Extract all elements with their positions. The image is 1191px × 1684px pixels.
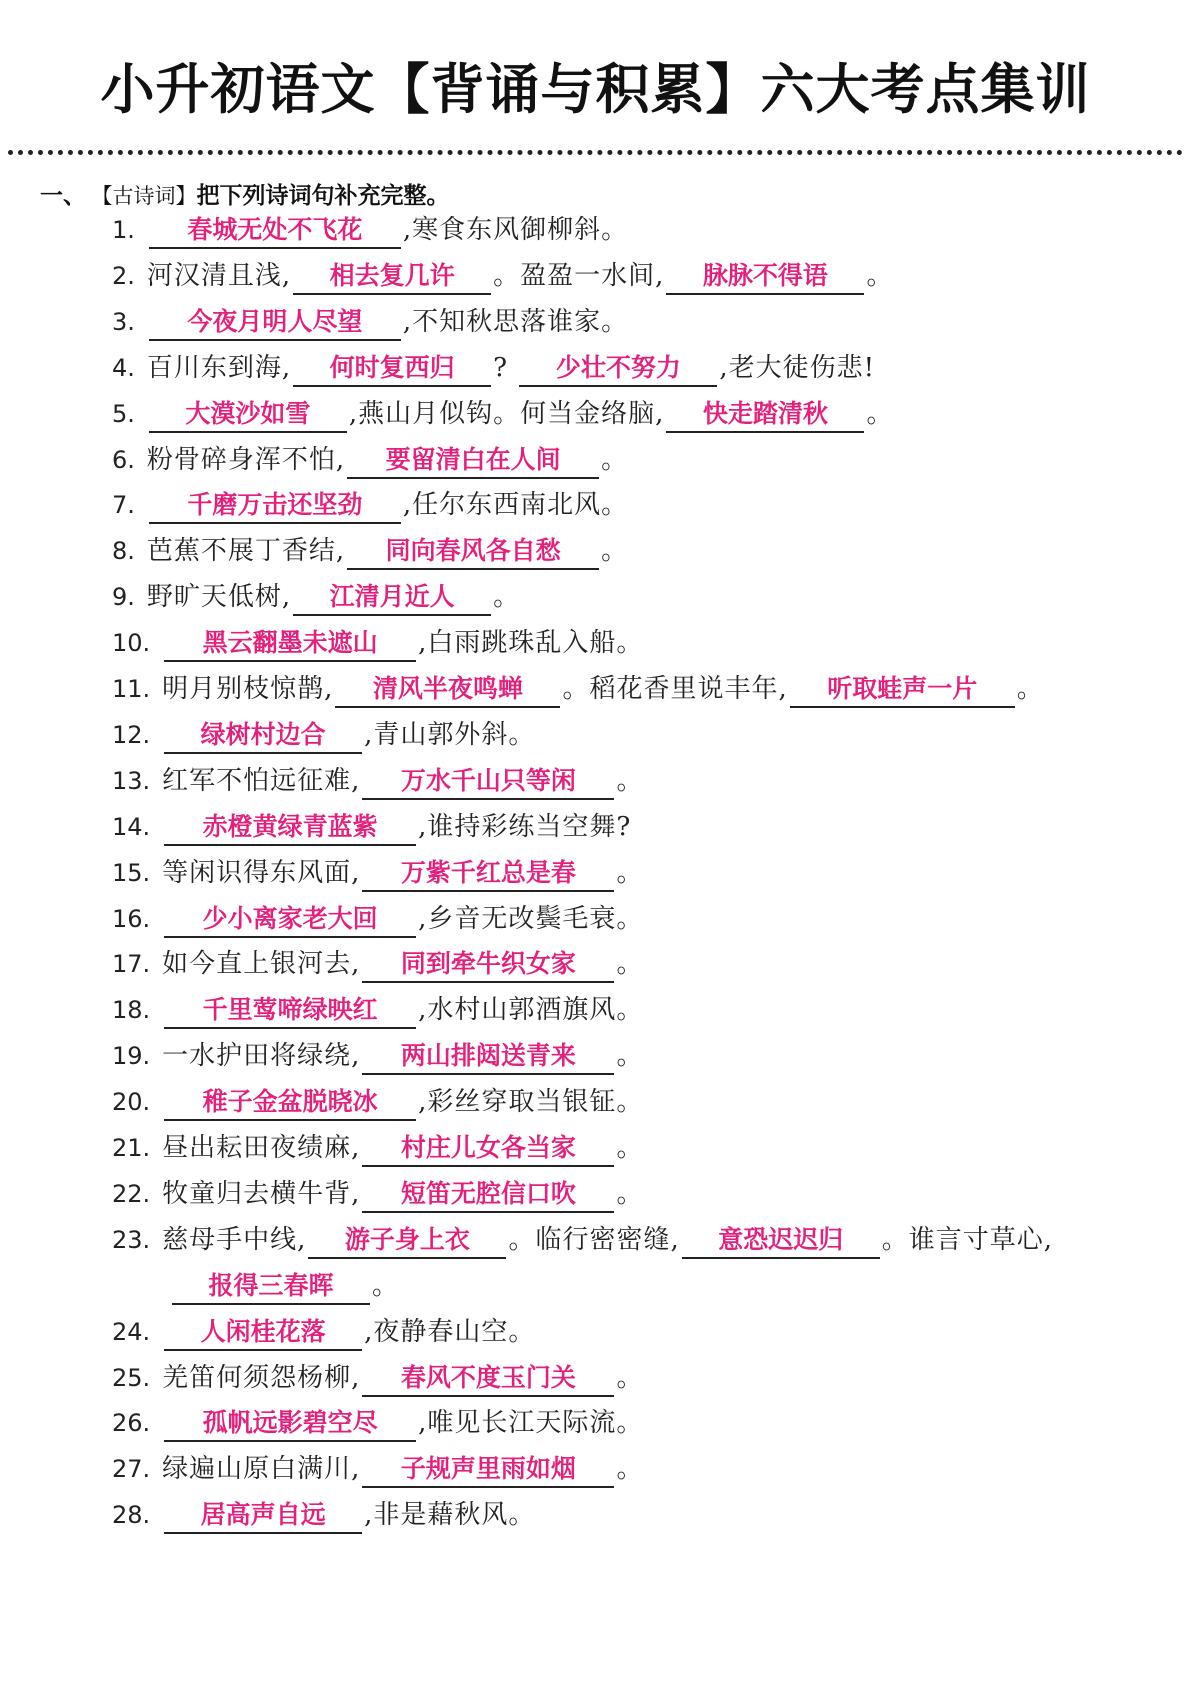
question-item (112, 715, 535, 755)
answer-blank[interactable]: 万水千山只等闲 (362, 764, 614, 800)
poem-text: 。稻花香里说丰年, (562, 674, 788, 704)
poem-text: ,任尔东西南北风。 (402, 490, 629, 521)
question-number: 18. (112, 996, 151, 1025)
answer-blank[interactable]: 千磨万击还坚劲 (149, 488, 401, 524)
question-number: 13. (112, 766, 151, 795)
poem-text: 河汉清且浅, (146, 260, 292, 291)
answer-blank[interactable]: 何时复西归 (293, 351, 491, 387)
question-number: 2. (112, 261, 135, 290)
poem-text: ,夜静春山空。 (364, 1316, 536, 1347)
question-number: 21. (112, 1134, 151, 1162)
question-item (112, 1128, 643, 1168)
question-item (112, 807, 631, 847)
poem-text: ,非是藉秋风。 (364, 1500, 536, 1531)
question-number: 24. (112, 1317, 151, 1346)
poem-text: 。盈盈一水间, (493, 260, 665, 291)
question-number: 7. (112, 491, 135, 520)
poem-text: 慈母手中线, (162, 1224, 307, 1255)
question-number: 17. (112, 950, 151, 979)
question-item (112, 1449, 643, 1489)
question-item (112, 485, 628, 525)
question-number: 12. (112, 720, 151, 749)
question-item-continuation (170, 1266, 399, 1306)
answer-blank[interactable]: 稚子金盆脱晓冰 (164, 1085, 416, 1121)
answer-blank[interactable]: 大漠沙如雪 (149, 397, 347, 433)
answer-blank[interactable]: 两山排闼送青来 (362, 1039, 614, 1075)
answer-blank[interactable]: 江清月近人 (293, 580, 491, 616)
answer-blank[interactable]: 春风不度玉门关 (362, 1361, 614, 1397)
question-number: 26. (112, 1409, 151, 1438)
answer-blank[interactable]: 少壮不努力 (519, 351, 717, 387)
question-number: 4. (112, 353, 135, 382)
poem-text: ,燕山月似钩。何当金络脑, (348, 398, 665, 429)
question-item (112, 1312, 535, 1352)
poem-text: 绿遍山原白满川, (162, 1454, 361, 1485)
question-item (112, 531, 628, 571)
poem-text: 。临行密密缝, (508, 1224, 680, 1255)
poem-text: 。 (866, 260, 894, 291)
question-item (112, 1358, 643, 1398)
answer-blank[interactable]: 万紫千红总是春 (362, 856, 614, 892)
poem-text: ,唯见长江天际流。 (418, 1408, 644, 1439)
poem-text: 一水护田将绿绕, (162, 1041, 361, 1072)
question-number: 25. (112, 1363, 151, 1392)
answer-blank[interactable]: 春城无处不飞花 (149, 213, 401, 249)
question-number: 8. (112, 537, 135, 566)
question-number: 9. (112, 583, 135, 612)
question-number: 20. (112, 1088, 151, 1117)
poem-text: 红军不怕远征难, (162, 765, 361, 796)
question-number: 23. (112, 1225, 151, 1254)
answer-blank[interactable]: 游子身上衣 (308, 1223, 506, 1259)
question-number: 5. (112, 399, 135, 428)
poem-text: ? (493, 352, 518, 383)
question-item (112, 394, 893, 434)
answer-blank[interactable]: 同到牵牛织女家 (362, 947, 614, 983)
poem-text: ,寒食东风御柳斜。 (402, 215, 629, 245)
question-item (112, 1174, 643, 1214)
question-item (112, 623, 643, 663)
poem-text: 。 (866, 398, 894, 429)
answer-blank[interactable]: 短笛无腔信口吹 (362, 1177, 614, 1213)
question-item (112, 761, 643, 801)
section-heading (40, 178, 450, 214)
question-item (112, 210, 628, 250)
poem-text: 。 (616, 949, 644, 980)
poem-text: 百川东到海, (146, 352, 292, 383)
answer-blank[interactable]: 少小离家老大回 (164, 902, 416, 938)
question-number: 3. (112, 307, 135, 336)
question-item (112, 853, 643, 893)
answer-blank[interactable]: 听取蛙声一片 (790, 672, 1015, 708)
answer-blank[interactable]: 绿树村边合 (164, 718, 362, 754)
question-number: 14. (112, 812, 151, 841)
answer-blank[interactable]: 孤帆远影碧空尽 (164, 1406, 416, 1442)
answer-blank[interactable]: 千里莺啼绿映红 (164, 993, 416, 1029)
poem-text: 。 (616, 1178, 644, 1209)
question-item (112, 1495, 535, 1535)
answer-blank[interactable]: 今夜月明人尽望 (149, 305, 401, 341)
poem-text: 明月别枝惊鹊, (162, 674, 334, 704)
poem-text: 。 (616, 857, 644, 888)
question-item (112, 348, 875, 388)
answer-blank[interactable]: 清风半夜鸣蝉 (335, 672, 560, 708)
question-number: 15. (112, 858, 151, 887)
poem-text: 如今直上银河去, (162, 949, 361, 980)
question-number: 11. (112, 675, 151, 703)
answer-blank[interactable]: 相去复几许 (293, 259, 491, 295)
poem-text: 牧童归去横牛背, (162, 1178, 361, 1209)
question-item (112, 302, 628, 342)
question-item (112, 1403, 643, 1443)
poem-text: 。 (616, 1454, 644, 1485)
question-number: 10. (112, 629, 151, 658)
question-item (112, 1082, 643, 1122)
answer-blank[interactable]: 黑云翻墨未遮山 (164, 626, 416, 662)
question-number: 1. (112, 216, 135, 244)
section-number: 一、 (40, 183, 86, 209)
question-item (112, 669, 1044, 709)
poem-text: 。 (601, 444, 629, 475)
poem-text: 。 (601, 536, 629, 567)
answer-blank[interactable]: 脉脉不得语 (666, 259, 864, 295)
question-number: 22. (112, 1179, 151, 1208)
question-item (112, 1220, 1053, 1260)
page-title: 小升初语文【背诵与积累】六大考点集训 (100, 58, 1091, 121)
poem-text: ,老大徒伤悲! (719, 352, 876, 383)
answer-blank[interactable]: 子规声里雨如烟 (362, 1452, 614, 1488)
question-number: 28. (112, 1501, 151, 1530)
poem-text: ,谁持彩练当空舞? (418, 811, 632, 842)
poem-text: 昼出耘田夜绩麻, (162, 1133, 361, 1163)
dotted-divider (8, 150, 1183, 155)
poem-text: 。 (616, 765, 644, 796)
poem-text: 。谁言寸草心, (881, 1224, 1053, 1255)
poem-text: 。 (616, 1041, 644, 1072)
answer-blank[interactable]: 意恐迟迟归 (682, 1223, 880, 1259)
poem-text: ,乡音无改鬓毛衰。 (418, 903, 644, 934)
question-item (112, 256, 893, 296)
poem-text: ,不知秋思落谁家。 (402, 306, 629, 337)
section-tag: 【古诗词】 (102, 184, 197, 208)
poem-text: ,白雨跳珠乱入船。 (418, 628, 644, 659)
answer-blank[interactable]: 人闲桂花落 (164, 1315, 362, 1351)
question-item (112, 990, 643, 1030)
poem-text: 羌笛何须怨杨柳, (162, 1362, 361, 1393)
question-item (112, 440, 628, 480)
answer-blank[interactable]: 同向春风各自愁 (347, 534, 599, 570)
answer-blank[interactable]: 居高声自远 (164, 1498, 362, 1534)
poem-text: 。 (1016, 674, 1044, 704)
question-number: 6. (112, 445, 135, 474)
question-item (112, 944, 643, 984)
poem-text: 。 (616, 1133, 644, 1163)
answer-blank[interactable]: 要留清白在人间 (347, 443, 599, 479)
question-item (112, 1036, 643, 1076)
answer-blank[interactable]: 村庄儿女各当家 (362, 1131, 614, 1167)
answer-blank[interactable]: 赤橙黄绿青蓝紫 (164, 810, 416, 846)
poem-text: 等闲识得东风面, (162, 857, 361, 888)
poem-text: ,青山郭外斜。 (364, 719, 536, 750)
question-item (112, 577, 520, 617)
answer-blank[interactable]: 报得三春晖 (172, 1269, 370, 1305)
poem-text: ,彩丝穿取当银钲。 (418, 1087, 644, 1118)
question-number: 16. (112, 904, 151, 933)
answer-blank[interactable]: 快走踏清秋 (666, 397, 864, 433)
question-item (112, 899, 643, 939)
poem-text: 。 (616, 1362, 644, 1393)
poem-text: 。 (372, 1270, 400, 1301)
question-number: 19. (112, 1042, 151, 1071)
poem-text: ,水村山郭酒旗风。 (418, 995, 644, 1026)
poem-text: 粉骨碎身浑不怕, (146, 444, 346, 475)
poem-text: 芭蕉不展丁香结, (146, 536, 346, 567)
poem-text: 。 (493, 582, 521, 613)
question-number: 27. (112, 1455, 151, 1484)
section-instruction: 把下列诗词句补充完整。 (196, 183, 450, 209)
poem-text: 野旷天低树, (146, 582, 292, 613)
